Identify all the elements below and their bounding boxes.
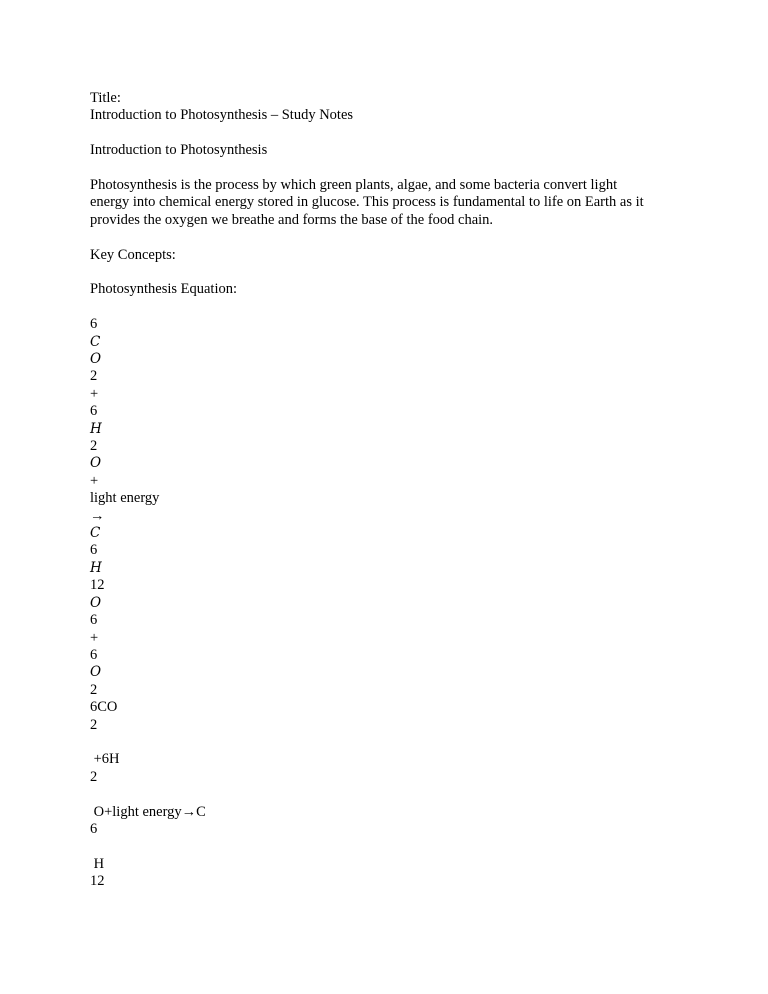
equation-label: Photosynthesis Equation: — [90, 281, 238, 298]
equation-token: → — [90, 507, 105, 524]
equation-token: + — [90, 472, 99, 489]
fallback-line — [90, 786, 690, 803]
section-heading: Introduction to Photosynthesis — [90, 142, 268, 159]
equation-token: 6 — [90, 316, 98, 333]
fallback-line: +6H — [90, 751, 120, 768]
fallback-line — [90, 734, 690, 751]
intro-paragraph-line-2: energy into chemical energy stored in glucose. This process is fundamental to life on Earth as it — [90, 194, 644, 211]
equation-token: 2 — [90, 368, 98, 385]
title-label: Title: — [90, 90, 121, 106]
equation-token: 𝐻 — [90, 420, 102, 437]
fallback-line: 2 — [90, 716, 98, 733]
equation-token: + — [90, 629, 99, 646]
equation-tokens — [90, 316, 690, 699]
fallback-line: H — [90, 855, 105, 872]
fallback-line: 2 — [90, 768, 98, 785]
equation-token: 𝐻 — [90, 559, 102, 576]
equation-token: 6 — [90, 542, 98, 559]
equation-token: 6 — [90, 403, 98, 420]
intro-paragraph-line-1: Photosynthesis is the process by which green plants, algae, and some bacteria convert light — [90, 177, 618, 193]
equation-token: + — [90, 385, 99, 402]
equation-token: light energy — [90, 490, 160, 507]
key-concepts-heading: Key Concepts: — [90, 246, 176, 263]
equation-token: 𝐶 — [90, 333, 101, 350]
equation-token: 𝐶 — [90, 525, 101, 542]
equation-fallback-text — [90, 699, 690, 890]
equation-token: 2 — [90, 681, 98, 698]
fallback-line: 12 — [90, 873, 105, 890]
equation-token: 6 — [90, 646, 98, 663]
equation-token: 𝑂 — [90, 455, 102, 472]
document-page — [90, 90, 690, 891]
fallback-line: 6 — [90, 820, 98, 837]
fallback-line: O+light energy→C — [90, 803, 206, 820]
equation-token: 12 — [90, 577, 105, 594]
equation-token: 𝑂 — [90, 664, 102, 681]
equation-token: 2 — [90, 438, 98, 455]
fallback-line: 6CO — [90, 699, 118, 716]
intro-paragraph-line-3: provides the oxygen we breathe and forms the base of the food chain. — [90, 211, 494, 228]
equation-token: 𝑂 — [90, 594, 102, 611]
equation-token: 𝑂 — [90, 351, 102, 368]
document-title: Introduction to Photosynthesis – Study Notes — [90, 107, 354, 124]
equation-token: 6 — [90, 612, 98, 629]
fallback-line — [90, 838, 690, 855]
